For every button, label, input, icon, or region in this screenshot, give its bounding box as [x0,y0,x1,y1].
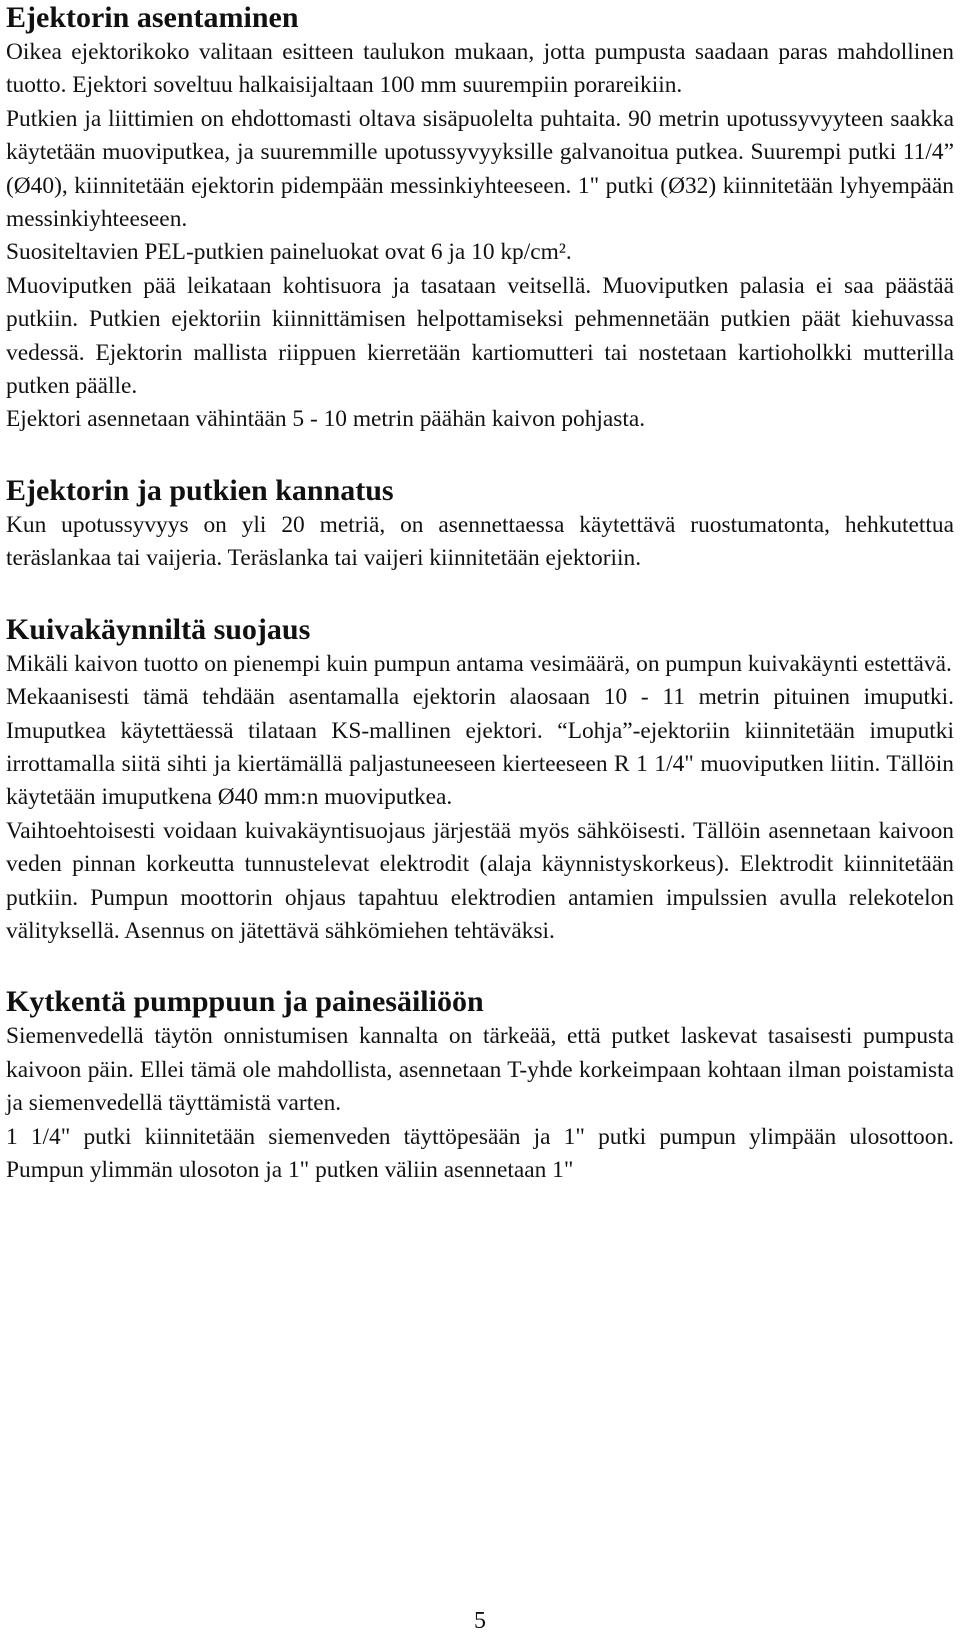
section-gap [6,948,954,984]
section-heading: Kuivakäynniltä suojaus [6,612,311,646]
section-body [6,509,954,576]
section-body [6,648,954,949]
paragraph: Siemenvedellä täytön onnistumisen kannalta on tärkeää, että putket laskevat tasaisesti pumpusta kaivoon päin. Ellei tämä ole mahdollista, asennetaan T-yhde korkeimpaan kohtaan ilman poistamista ja siemenvedellä täyttämistä varten. [6,1023,954,1117]
section-gap [6,576,954,612]
paragraph: Oikea ejektorikoko valitaan esitteen taulukon mukaan, jotta pumpusta saadaan paras mahdollinen tuotto. Ejektori soveltuu halkaisijaltaan 100 mm suurempiin porareikiin. [6,39,954,99]
document-page [6,0,954,1187]
section-ejektorin-asentaminen [6,0,954,437]
paragraph: Putkien ja liittimien on ehdottomasti oltava sisäpuolelta puhtaita. 90 metrin upotussyvyyteen saakka käytetään muoviputkea, ja suuremmille upotussyvyyksille galvanoitua putkea. Suurempi putki 11/4” (Ø40), kiinnitetään ejektorin pidempään messinkiyhteeseen. 1" putki (Ø32) kiinnitetään lyhyempään messinkiyhteeseen. [6,105,954,233]
paragraph: Mekaanisesti tämä tehdään asentamalla ejektorin alaosaan 10 - 11 metrin pituinen imuputki. Imuputkea käytettäessä tilataan KS-mallinen ejektori. “Lohja”-ejektoriin kiinnitetään imuputki irrottamalla siitä sihti ja kiertämällä paljastuneeseen kierteeseen R 1 1/4" muoviputken liitin. Tällöin käytetään imuputkena Ø40 mm:n muoviputkea. [6,684,954,811]
section-heading: Kytkentä pumppuun ja painesäiliöön [6,985,484,1019]
paragraph: 1 1/4" putki kiinnitetään siemenveden täyttöpesään ja 1" putki pumpun ylimpään ulosottoon. Pumpun ylimmän ulosoton ja 1" putken väliin asennetaan 1" [6,1123,954,1183]
section-kuivakaynti [6,612,954,949]
paragraph: Muoviputken pää leikataan kohtisuora ja tasataan veitsellä. Muoviputken palasia ei saa päästää putkiin. Putkien ejektoriin kiinnittämisen helpottamiseksi pehmennetään putkien päät kiehuvassa vedessä. Ejektorin mallista riippuen kierretään kartiomutteri tai nostetaan kartioholkki mutterilla putken päälle. [6,272,954,400]
section-heading: Ejektorin ja putkien kannatus [6,473,394,507]
paragraph: Ejektori asennetaan vähintään 5 - 10 metrin päähän kaivon pohjasta. [6,406,646,433]
section-gap [6,437,954,473]
section-body [6,36,954,437]
section-kannatus [6,473,954,576]
paragraph: Suositeltavien PEL-putkien paineluokat ovat 6 ja 10 kp/cm². [6,239,572,266]
section-kytkenta [6,984,954,1187]
paragraph: Kun upotussyvyys on yli 20 metriä, on asennettaessa käytettävä ruostumatonta, hehkutettua teräslankaa tai vaijeria. Teräslanka tai vaijeri kiinnitetään ejektoriin. [6,511,954,572]
page-number: 5 [474,1608,486,1634]
section-heading: Ejektorin asentaminen [6,1,299,34]
section-body [6,1020,954,1187]
paragraph: Vaihtoehtoisesti voidaan kuivakäyntisuojaus järjestää myös sähköisesti. Tällöin asennetaan kaivoon veden pinnan korkeutta tunnustelevat elektrodit (alaja käynnistyskorkeus). Elektrodit kiinnitetään putkiin. Pumpun moottorin ohjaus tapahtuu elektrodien antamien impulssien avulla relekotelon välityksellä. Asennus on jätettävä sähkömiehen tehtäväksi. [6,817,954,944]
paragraph: Mikäli kaivon tuotto on pienempi kuin pumpun antama vesimäärä, on pumpun kuivakäynti estettävä. [6,650,952,677]
